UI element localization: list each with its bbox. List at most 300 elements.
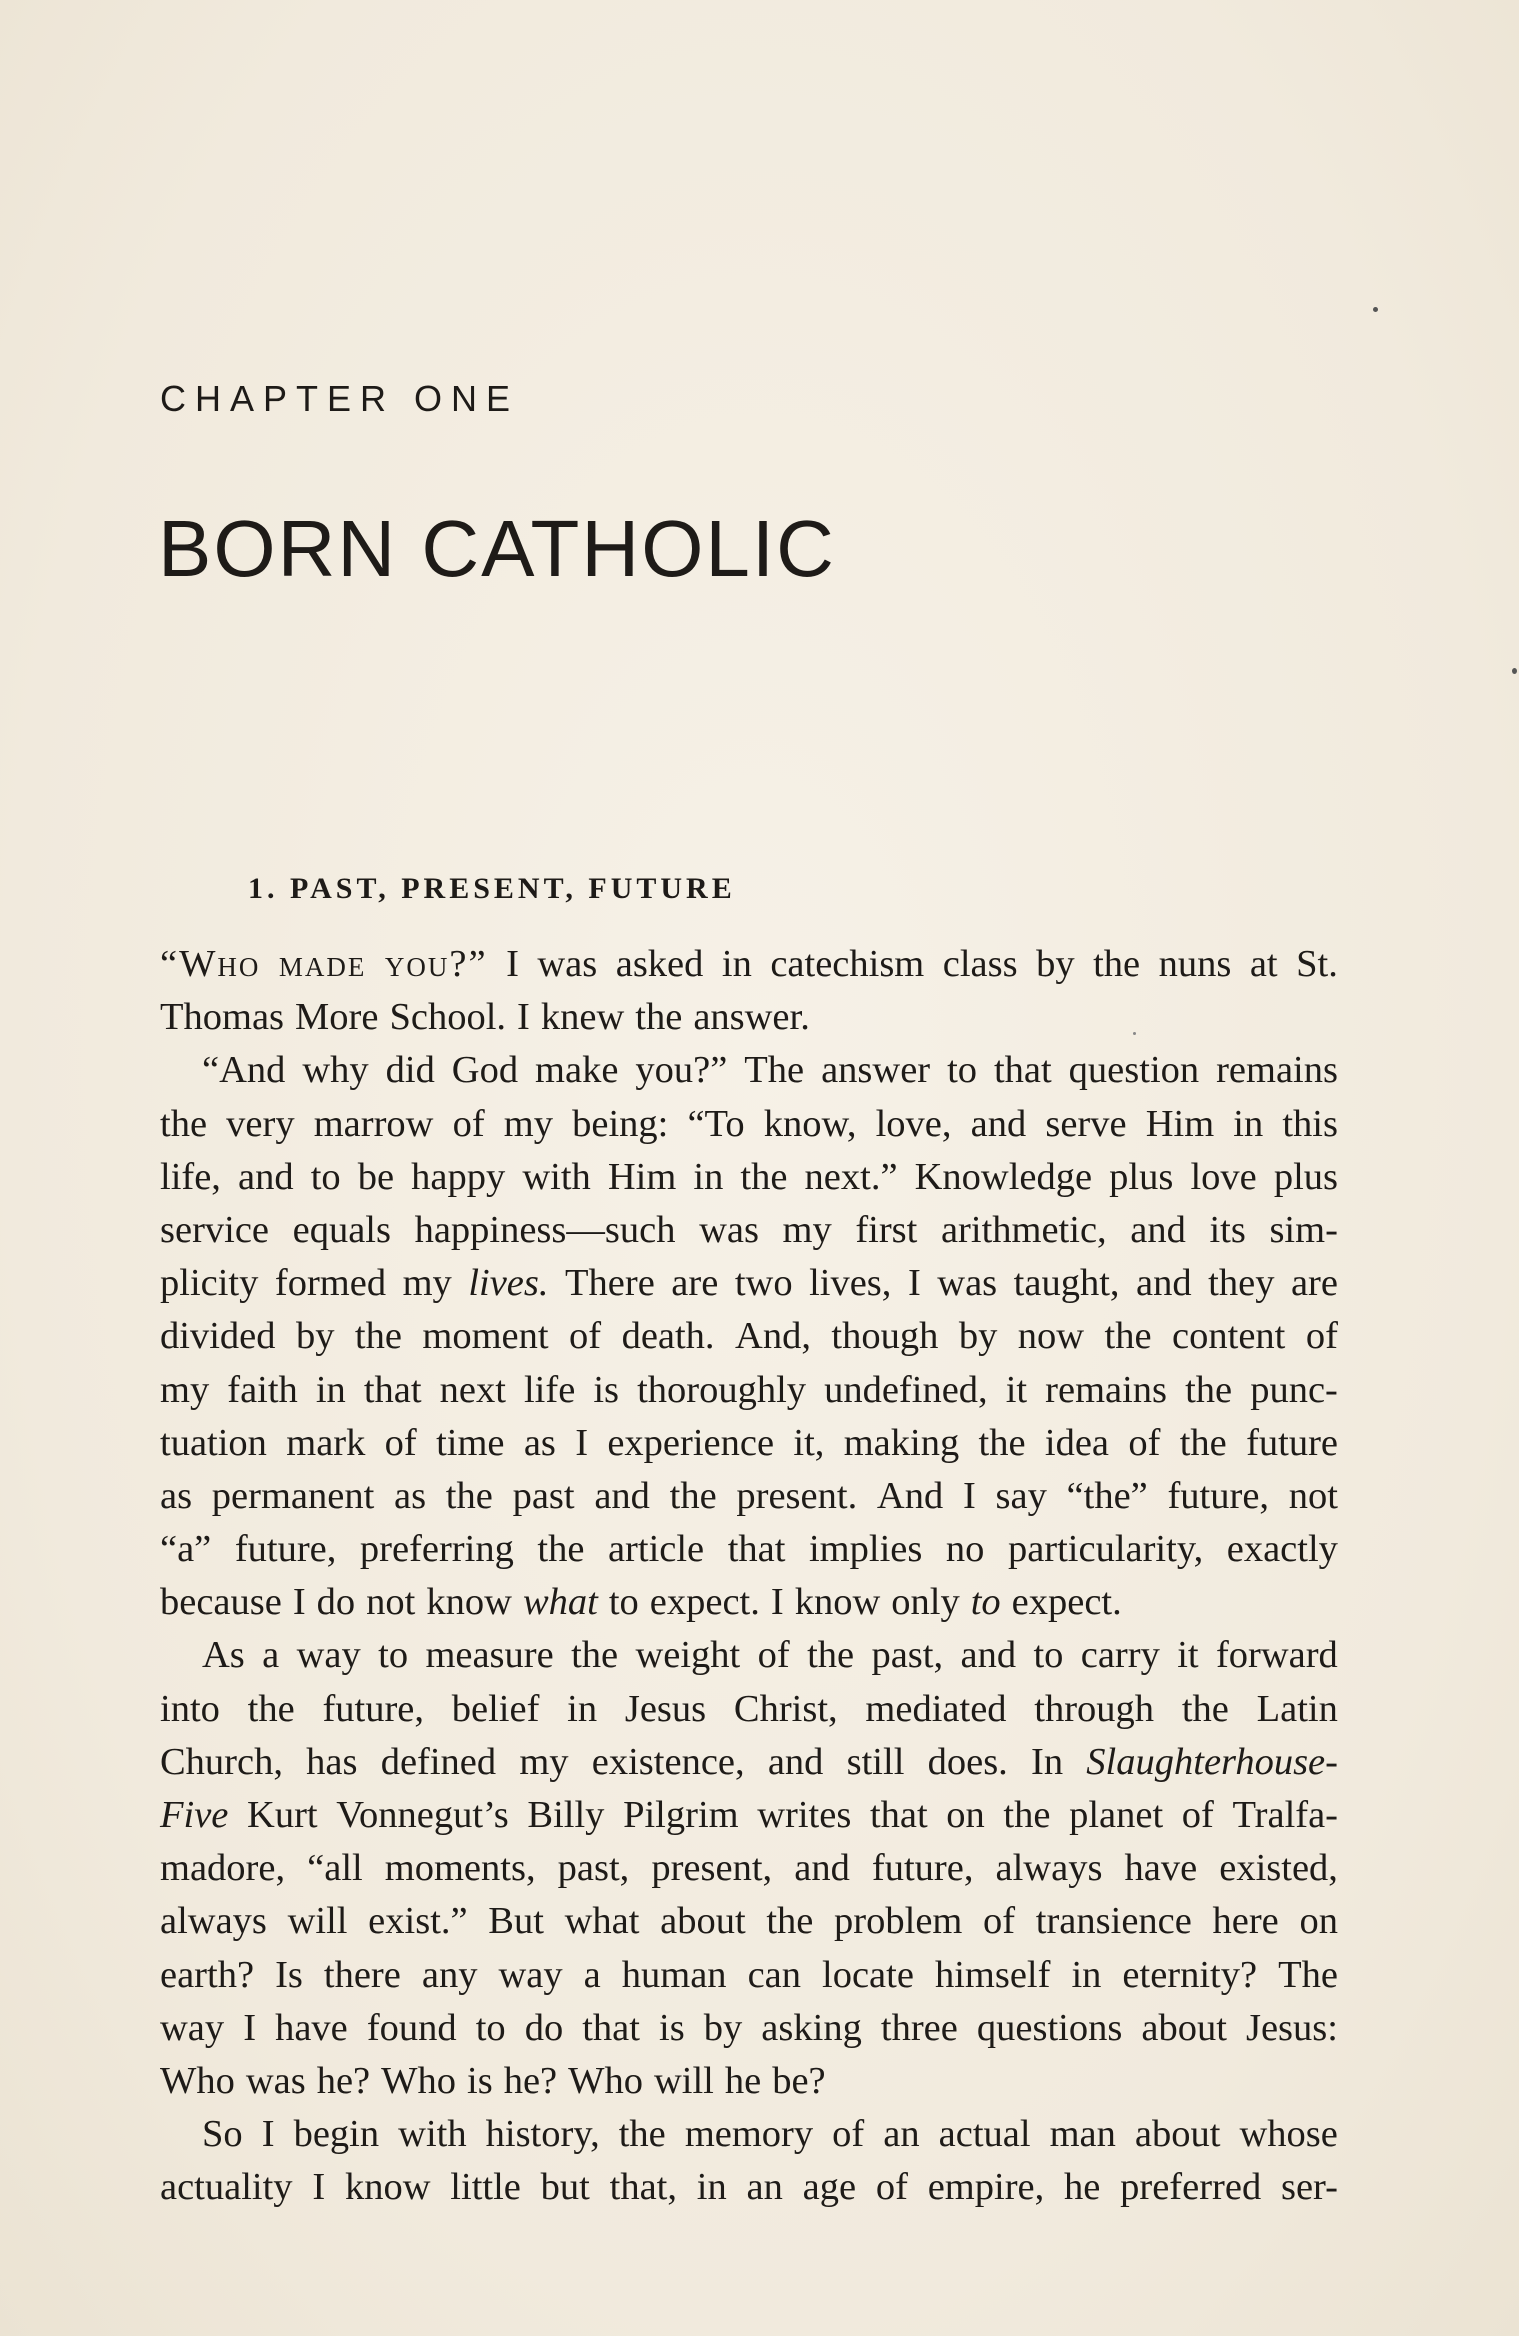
word: being: [572, 1102, 669, 1145]
word: with [398, 2113, 467, 2156]
word: made [278, 943, 367, 985]
word: ser- [1280, 2166, 1338, 2209]
text-line [160, 1683, 1338, 1736]
word: because [160, 1581, 282, 1624]
body-text [160, 938, 1338, 2215]
word: with [522, 1155, 591, 1198]
word: the [537, 1528, 585, 1571]
word: exist.” [368, 1900, 468, 1943]
word: planet [1069, 1794, 1164, 1836]
word: More [295, 996, 379, 1039]
word: an [746, 2166, 783, 2209]
word: as [523, 1421, 556, 1464]
word: I [292, 1581, 306, 1624]
word: in [1071, 1953, 1102, 1996]
word: transience [1035, 1900, 1192, 1943]
word: any [421, 1953, 478, 1996]
word: begin [293, 2113, 380, 2156]
word: and [970, 1102, 1027, 1145]
word: whose [1239, 2113, 1338, 2156]
word: but [540, 2166, 590, 2209]
word: mark [286, 1421, 366, 1464]
word: of [983, 1900, 1016, 1943]
word: not [366, 1581, 416, 1624]
word: it [1005, 1368, 1028, 1411]
word: and [960, 1634, 1017, 1677]
word: the [1104, 1315, 1152, 1358]
word: And [876, 1474, 944, 1517]
word: do [316, 1581, 356, 1624]
word: arithmetic, [940, 1208, 1107, 1251]
word: St. [1296, 943, 1338, 985]
word: future, [1167, 1474, 1270, 1517]
word: of [452, 1102, 485, 1145]
word: Who [160, 2059, 235, 2102]
word: nuns [1158, 943, 1232, 985]
text-line [160, 1470, 1338, 1523]
word: have [1124, 1847, 1198, 1890]
word: will [287, 1900, 348, 1943]
word: the [354, 1315, 402, 1358]
word: in [696, 2166, 727, 2209]
word: “And [202, 1049, 286, 1092]
word: answer [821, 1049, 931, 1092]
word: to [475, 2006, 506, 2049]
word: memory [684, 2113, 814, 2156]
text-line [160, 1949, 1338, 2002]
word: to [378, 1634, 409, 1677]
word: history, [485, 2113, 600, 2156]
word: to [947, 1049, 978, 1092]
word: belief [451, 1687, 540, 1730]
word: the [807, 1634, 855, 1677]
word: the [445, 1474, 493, 1517]
word: Tralfa- [1232, 1794, 1338, 1836]
word: future, [322, 1687, 425, 1730]
word: that [727, 1528, 786, 1571]
word: Church, [160, 1740, 283, 1783]
word: I [770, 1581, 784, 1624]
word: School. [389, 996, 507, 1039]
word: I [575, 1421, 589, 1464]
word: And, [735, 1315, 811, 1358]
word: punc- [1250, 1368, 1338, 1411]
word: But [488, 1900, 544, 1943]
word: a [583, 1953, 601, 1996]
text-line [160, 1151, 1338, 1204]
word: be [357, 1155, 395, 1198]
word: future, [871, 1847, 974, 1890]
text-line [160, 2002, 1338, 2055]
word: as [160, 1474, 193, 1517]
text-line [160, 1364, 1338, 1417]
word: locate [822, 1953, 914, 1996]
word: will [653, 2059, 714, 2102]
word: expect. [1011, 1581, 1122, 1624]
word: time [436, 1421, 505, 1464]
paper-speck [1512, 668, 1517, 674]
word: and [1130, 1208, 1186, 1251]
word: plus [1109, 1155, 1174, 1198]
word: catechism [770, 943, 925, 985]
word: I [243, 2006, 257, 2049]
word: writes [757, 1794, 852, 1836]
word: of [1181, 1794, 1214, 1836]
word: know [426, 1581, 512, 1624]
word: the [1185, 1368, 1233, 1411]
word: remains [1216, 1049, 1338, 1092]
word: now [1017, 1315, 1085, 1358]
word: a [262, 1634, 280, 1677]
word: formed [274, 1262, 387, 1305]
text-line [160, 1098, 1338, 1151]
word: tuation [160, 1421, 267, 1464]
word: at [1249, 943, 1278, 985]
word: Five [160, 1794, 229, 1836]
chapter-label: CHAPTER ONE [160, 378, 520, 419]
word: into [160, 1687, 220, 1730]
word: love [1190, 1155, 1257, 1198]
word: the [978, 1421, 1026, 1464]
word: in [693, 1155, 724, 1198]
word: life, [160, 1155, 221, 1198]
word: my [160, 1368, 210, 1411]
word: my [503, 1102, 553, 1145]
word: class [942, 943, 1018, 985]
word: way [160, 2006, 225, 2049]
word: thoroughly [637, 1368, 807, 1411]
word: faith [227, 1368, 298, 1411]
word: and [794, 1847, 850, 1890]
word: Billy [527, 1794, 605, 1836]
word: know [344, 2166, 431, 2209]
word: he? [316, 2059, 371, 2102]
word: mediated [865, 1687, 1007, 1730]
word: Christ, [733, 1687, 838, 1730]
word: I [962, 1474, 976, 1517]
word: measure [425, 1634, 554, 1677]
word: moment [422, 1315, 549, 1358]
word: here [1212, 1900, 1279, 1943]
word: madore, [160, 1847, 286, 1890]
word: I [517, 996, 530, 1039]
word: that [363, 1368, 422, 1411]
word: its [1209, 1208, 1246, 1251]
word: future [1246, 1421, 1338, 1464]
word: what [564, 1900, 640, 1943]
word: is [467, 2059, 493, 2102]
word: do [524, 2006, 564, 2049]
text-line [160, 2108, 1338, 2161]
word: I [312, 2166, 326, 2209]
word: man [1049, 2113, 1116, 2156]
word: my [782, 1208, 832, 1251]
word: the [635, 996, 683, 1039]
word: by [295, 1315, 335, 1358]
word: Knowledge [914, 1155, 1093, 1198]
word: sim- [1269, 1208, 1338, 1251]
word: very [226, 1102, 295, 1145]
word: love, [875, 1102, 952, 1145]
word: of [832, 2113, 865, 2156]
word: you?” [635, 1049, 728, 1092]
word: found [366, 2006, 457, 2049]
word: was [245, 2059, 306, 2102]
word: in [567, 1687, 598, 1730]
word: questions [976, 2006, 1123, 2049]
text-line [160, 991, 1338, 1044]
word: about [1141, 2006, 1227, 2049]
word: human [621, 1953, 727, 1996]
word: way [296, 1634, 361, 1677]
word: that [993, 1049, 1052, 1092]
word: of [1128, 1421, 1161, 1464]
word: Jesus [624, 1687, 707, 1730]
text-line [160, 1629, 1338, 1682]
word: plus [1273, 1155, 1338, 1198]
word: existence, [591, 1740, 745, 1783]
word: can [747, 1953, 801, 1996]
word: to [310, 1155, 341, 1198]
word: be? [772, 2059, 826, 2102]
word: he [724, 2059, 762, 2102]
word: has [306, 1740, 358, 1783]
word: past, [871, 1634, 944, 1677]
word: did [385, 1049, 435, 1092]
word: only [891, 1581, 960, 1624]
word: you?” [384, 943, 488, 985]
word: carry [1080, 1634, 1160, 1677]
word: past, [557, 1847, 630, 1890]
word: why [302, 1049, 369, 1092]
word: actual [938, 2113, 1031, 2156]
word: eternity? [1122, 1953, 1258, 1996]
word: three [880, 2006, 958, 2049]
word: in [315, 1368, 346, 1411]
word: Pilgrim [623, 1794, 739, 1836]
word: by [958, 1315, 998, 1358]
word: As [202, 1634, 245, 1677]
text-line [160, 1523, 1338, 1576]
word: age [802, 2166, 857, 2209]
word: the [247, 1687, 295, 1730]
word: The [1278, 1953, 1338, 1996]
word: in [721, 943, 752, 985]
word: first [855, 1208, 918, 1251]
word: problem [834, 1900, 963, 1943]
word: next [439, 1368, 506, 1411]
word: actuality [160, 2166, 293, 2209]
word: of [1305, 1315, 1338, 1358]
word: knew [540, 996, 625, 1039]
word: Who [381, 2059, 456, 2102]
word: my [402, 1262, 452, 1305]
word: article [607, 1528, 705, 1571]
word: there [323, 1953, 401, 1996]
word: exactly [1226, 1528, 1338, 1571]
section-heading: 1. PAST, PRESENT, FUTURE [248, 872, 736, 905]
word: Kurt [247, 1794, 318, 1836]
word: “all [307, 1847, 363, 1890]
word: particularity, [1007, 1528, 1204, 1571]
text-line [160, 1895, 1338, 1948]
word: implies [808, 1528, 923, 1571]
word: “Who [160, 943, 261, 985]
word: serve [1045, 1102, 1127, 1145]
word: always [160, 1900, 267, 1943]
word: divided [160, 1315, 276, 1358]
word: to [1033, 1634, 1064, 1677]
word: of [757, 1634, 790, 1677]
word: asked [615, 943, 704, 985]
word: Is [275, 1953, 303, 1996]
text-line [160, 1789, 1338, 1842]
word: idea [1044, 1421, 1109, 1464]
word: the [618, 2113, 666, 2156]
word: Vonnegut’s [336, 1794, 509, 1836]
word: equals [292, 1208, 391, 1251]
word: Jesus: [1245, 2006, 1338, 2049]
word: on [1299, 1900, 1338, 1943]
word: weight [635, 1634, 741, 1677]
word: remains [1045, 1368, 1168, 1411]
word: In [1031, 1740, 1064, 1783]
word: lives, [809, 1262, 892, 1305]
word: the [1179, 1421, 1227, 1464]
word: still [846, 1740, 905, 1783]
text-line [160, 1257, 1338, 1310]
word: the [1093, 943, 1141, 985]
word: the [669, 1474, 717, 1517]
word: they [1208, 1262, 1275, 1305]
word: permanent [211, 1474, 375, 1517]
chapter-title: BORN CATHOLIC [158, 504, 836, 593]
word: to [608, 1581, 639, 1624]
word: and [767, 1740, 824, 1783]
word: though [831, 1315, 939, 1358]
word: preferring [359, 1528, 514, 1571]
word: by [1036, 943, 1075, 985]
text-line [160, 2055, 1338, 2108]
word: himself [934, 1953, 1051, 1996]
word: is [593, 1368, 620, 1411]
text-line [160, 1310, 1338, 1363]
word: of [569, 1315, 602, 1358]
word: “the” [1066, 1474, 1148, 1517]
word: present. [736, 1474, 858, 1517]
word: was [537, 943, 598, 985]
word: he? [503, 2059, 558, 2102]
word: the [160, 1102, 208, 1145]
text-line [160, 1736, 1338, 1789]
word: plicity [160, 1262, 259, 1305]
word: two [734, 1262, 793, 1305]
word: the [1003, 1794, 1051, 1836]
word: I [907, 1262, 921, 1305]
word: earth? [160, 1953, 255, 1996]
word: it, [793, 1421, 825, 1464]
word: So [202, 2113, 243, 2156]
word: expect. [649, 1581, 760, 1624]
word: future, [234, 1528, 337, 1571]
word: is [659, 2006, 685, 2049]
word: marrow [313, 1102, 434, 1145]
word: Slaughterhouse- [1086, 1740, 1338, 1783]
word: forward [1215, 1634, 1338, 1677]
word: no [945, 1528, 985, 1571]
word: past [512, 1474, 575, 1517]
word: the [740, 1155, 788, 1198]
word: “To [687, 1102, 745, 1145]
word: Thomas [160, 996, 285, 1039]
word: life [523, 1368, 576, 1411]
word: God [451, 1049, 519, 1092]
word: death. [621, 1315, 715, 1358]
word: way [498, 1953, 563, 1996]
word: in [1233, 1102, 1264, 1145]
word: answer. [693, 996, 810, 1039]
word: make [535, 1049, 619, 1092]
word: making [843, 1421, 960, 1464]
word: present, [651, 1847, 773, 1890]
word: know [794, 1581, 881, 1624]
word: this [1282, 1102, 1338, 1145]
word: the [766, 1900, 814, 1943]
text-line [160, 1204, 1338, 1257]
word: question [1068, 1049, 1200, 1092]
word: undefined, [824, 1368, 988, 1411]
word: was [937, 1262, 998, 1305]
word: of [875, 2166, 908, 2209]
word: say [995, 1474, 1047, 1517]
paper-speck [1133, 1032, 1136, 1035]
word: through [1034, 1687, 1155, 1730]
word: lives. [468, 1262, 549, 1305]
word: Him [1145, 1102, 1215, 1145]
word: are [1290, 1262, 1338, 1305]
word: it [1177, 1634, 1199, 1677]
text-line [160, 1417, 1338, 1470]
word: happy [411, 1155, 506, 1198]
word: experience [607, 1421, 775, 1464]
word: “a” [160, 1528, 212, 1571]
word: moments, [384, 1847, 536, 1890]
text-line [160, 1044, 1338, 1097]
word: empire, [927, 2166, 1045, 2209]
text-line [160, 938, 1338, 991]
text-line [160, 1842, 1338, 1895]
word: defined [380, 1740, 497, 1783]
word: The [744, 1049, 805, 1092]
word: and [594, 1474, 650, 1517]
word: existed, [1219, 1847, 1338, 1890]
word: to [970, 1581, 1001, 1624]
word: about [1134, 2113, 1221, 2156]
word: the [1181, 1687, 1229, 1730]
word: content [1172, 1315, 1286, 1358]
word: have [275, 2006, 348, 2049]
word: he [1064, 2166, 1101, 2209]
word: my [519, 1740, 569, 1783]
word: little [450, 2166, 521, 2209]
word: taught, [1013, 1262, 1120, 1305]
word: about [660, 1900, 746, 1943]
paper-speck [1373, 307, 1378, 312]
word: asking [761, 2006, 862, 2049]
word: of [384, 1421, 417, 1464]
word: are [671, 1262, 719, 1305]
word: happiness—such [414, 1208, 676, 1251]
